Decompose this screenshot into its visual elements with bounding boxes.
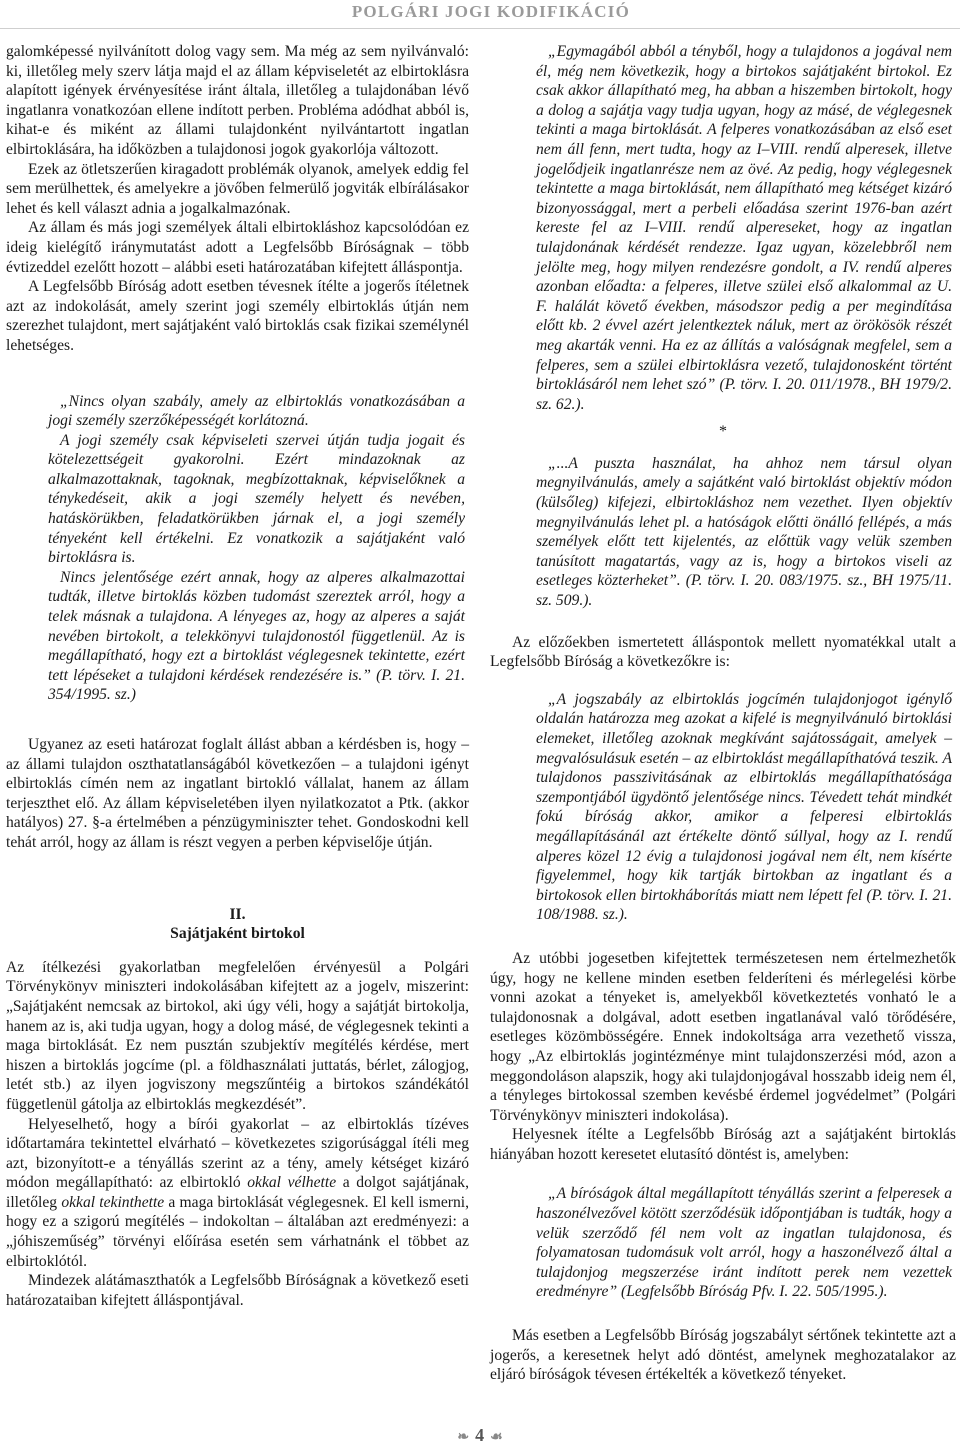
court-quote <box>536 42 952 414</box>
quote-paragraph: „Egymagából abból a tényből, hogy a tulajdonos a jogával nem él, még nem következik, hogy a birtokos sajátjaként birtokol. Ez csak akkor állapítható meg, ha abban a hiszemben birtokolt, hogy a dolog a sajátja vagy tudja ugyan, hogy az másé, de véglegesnek tekinti a maga birtoklását. A felperes vonatkozásában az első eset nem áll fenn, mert tudta, hogy az I–VIII. rendű alperesek, illetve jogelődjeik ingatlanrésze nem az övé. Az pedig, hogy véglegesnek tekintette a maga birtoklását, nem állapítható meg kétséget kizáró bizonyossággal, mert a perbeli előadása szerint 1976-ban azért kereste fel az I–VIII. rendű alpereseket, hogy az ingatlan tulajdonának kérdését rendezze. Igaz ugyan, közelebbről nem jelölte meg, hogy milyen rendezésre gondolt, a IV. rendű alperes azonban előadta: a felperes, illetve szülei első alkalommal az U. F. halálát követő években, másodszor pedig a per megindítása előtt kb. 2 évvel azért jelentkeztek náluk, mert az örökösök részét meg akarták venni. Ha ez az állítás a valóságnak megfelel, sem a felperes, sem a szülei elbirtoklásra vezető, tulajdonosként történt birtoklásáról nem lehet szó” (P. törv. I. 20. 011/1978., BH 1979/2. sz. 62.). <box>536 43 952 413</box>
separator-asterisk: * <box>719 423 727 441</box>
quote-paragraph: Nincs jelentősége ezért annak, hogy az alperes alkalmazottai tudták, illetve birtoklás közben tudomást szereztek arról, hogy a telek másnak a tulajdona. A lényeges az, hogy az alperes a saját nevében birtokolt, a telekkönyvi tulajdonostól függetlenül. Az is megállapítható, hogy ezt a birtoklást véglegesnek tekintette, ezért tett lépéseket a tulajdoni kérdések rendezésére is.” (P. törv. I. 21. 354/1995. sz.) <box>48 568 465 704</box>
quote-paragraph: „Nincs olyan szabály, amely az elbirtoklás vonatkozásában a jogi személy szerzőképességét korlátozná. <box>48 392 465 430</box>
right-column <box>490 42 956 1385</box>
running-header: POLGÁRI JOGI KODIFIKÁCIÓ <box>351 2 630 21</box>
section-number: II. <box>229 905 246 923</box>
text-run: a maga birtoklását véglegesnek. El kell ismerni, hogy ez a szigorú megítélés – indokoltan – általában azt eredményezi: a „jóhiszeműség” törvényi előírása esetén sem várhatnánk el többet az elbirtoklótól. <box>6 1193 470 1270</box>
page-footer <box>0 1425 960 1446</box>
paragraph: Az utóbbi jogesetben kifejtettek természetesen nem értelmezhetők úgy, hogy ne kellene minden esetben felderíteni és mérlegelési körbe vonni azokat a tényeket is, amelyekből következtetés vonható le a tulajdonosnak a dolgával, adott esetben ingatlanával való törődésére, esetleges közömbösségére. Ennek indokoltsága arra vezethető vissza, hogy „Az elbirtoklás jogintézménye mint tulajdonszerzési mód, azon a meggondoláson alapszik, hogy aki tulajdonjogával hosszabb ideig nem él, a tényleges birtokossal szemben kevésbé érdemel jogvédelmet” (Polgári Törvénykönyv miniszteri indokolása). <box>490 949 956 1124</box>
quote-paragraph: „A bíróságok által megállapított tényállás szerint a felperesek a haszonélvezővel kötött szerződésük időpontjában is tudták, hogy a velük szerződő fél nem volt az ingatlan tulajdonosa, és folyamatosan tudomásuk volt arról, hogy a haszonélvező által a tulajdonjog megszerzése iránt indított perek nem vezettek eredményre” (Legfelsőbb Bíróság Pfv. I. 22. 505/1995.). <box>536 1185 952 1301</box>
header-rule <box>0 28 960 29</box>
court-quote <box>536 690 952 925</box>
paragraph <box>6 1115 469 1272</box>
ornament-left-icon: ❧ <box>457 1430 470 1445</box>
quote-paragraph: „A jogszabály az elbirtoklás jogcímén tulajdonjogot igénylő oldalán határozza meg azokat a kifelé is megnyilvánuló birtoklási elemeket, illetőleg azoknak megkívánt sajátosságait, amelyek – megvalósulásuk esetén – az elbirtoklást megállapíthatóvá teszik. A tulajdonos passzivitásának az elbirtoklás megállapíthatósága szempontjából ügydöntő jelentősége nincs. Tévedett tehát mindkét fokú bíróság akkor, amikor a felperesi elbirtoklás megállapításánál azt értékelte döntő súllyal, hogy az I. rendű alperes közel 12 évig a tulajdonosi jogával nem élt, nem kísérte figyelemmel, hogy kik tartják birtokban az ingatlant és a birtokosok ellen birtokháborítás miatt nem lépett fel (P. törv. I. 21. 108/1988. sz.). <box>536 690 952 924</box>
emphasis: okkal tekinthette <box>61 1193 165 1211</box>
court-quote <box>536 1184 952 1302</box>
paragraph: A Legfelsőbb Bíróság adott esetben tévesnek ítélte a jogerős ítéletnek azt az indokolását, amely szerint jogi személy elbirtoklás útján nem szerezhet tulajdont, mert sajátjaként való birtoklás csak fizikai személynél lehetséges. <box>6 278 469 354</box>
paragraph: Ugyanez az eseti határozat foglalt állást abban a kérdésben is, hogy – az állami tulajdon oszthatatlanságából következően – a tulajdoni igényt elbirtoklás címén nem az ingatlant birtokló vállalat, hanem az állam terjeszthet elő. Az állam képviseletében ilyen nyilatkozatot a Ptk. (akkor hatályos) 27. §-a értelmében a pénzügyminiszter tehet. Gondoskodni kell tehát arról, hogy az állam is részt vegyen a perben képviselője útján. <box>6 736 469 851</box>
paragraph: Helyesnek ítélte a Legfelsőbb Bíróság azt a sajátjaként birtoklás hiányában hozott keresetet elutasító döntést is, amelyben: <box>490 1126 956 1163</box>
section-title: Sajátjaként birtokol <box>170 925 305 943</box>
text-run: a dolgot sajátjának, illetőleg <box>6 1174 469 1211</box>
court-quote <box>48 392 465 706</box>
quote-paragraph: A jogi személy csak képviseleti szervei útján tudja jogait és kötelezettségeit gyakorolni. Ezért mindazoknak az alkalmazottaknak, tagoknak, megbízottaknak, képviselőknek a ténykedéseit, akik a jogi személy helyett és nevében, hatáskörükben, feladatkörükben járnak el, a jogi személy tényeként kell értékelni. Ez vonatkozik a sajátjaként való birtoklásra is. <box>48 431 465 567</box>
paragraph: Az ítélkezési gyakorlatban megfelelően érvényesül a Polgári Törvénykönyv miniszteri indokolásában kifejtett az a jogelv, miszerint: „Sajátjaként nemcsak az birtokol, aki úgy véli, hogy a sajátját birtokolja, hanem az is, aki tudja ugyan, hogy a dolog másé, de véglegesnek tekinti a maga birtoklását. Ez nem pusztán szubjektív megítélés kérdése, mert hiszen a birtoklás jogcíme (pl. a földhasználati juttatás, bérlet, zálogjog, letét stb.) az ilyen jogviszony megszűntéig a birtokos szándékától függetlenül gátolja az elbirtoklás megkezdését”. <box>6 958 469 1113</box>
paragraph: Az előzőekben ismertetett álláspontok mellett nyomatékkal utalt a Legfelsőbb Bíróság a következőkre is: <box>490 633 956 671</box>
paragraph: Ezek az ötletszerűen kiragadott problémák olyanok, amelyek eddig fel sem merülhettek, és amelyekre a jövőben felmerülő jogviták elbírálásakor lehet és kell választ adnia a jogalkalmazónak. <box>6 160 469 217</box>
left-column <box>6 42 469 1310</box>
ornament-right-icon: ☙ <box>490 1430 503 1445</box>
court-quote <box>536 454 952 611</box>
paragraph: Más esetben a Legfelsőbb Bíróság jogszabályt sértőnek tekintette azt a jogerős, a keresetnek helyt adó döntést, amelynek meghozatalakor az eljáró bíróságok tévesen értékelték a következő tényeket. <box>490 1327 956 1384</box>
page-number: 4 <box>475 1425 485 1445</box>
emphasis: okkal vélhette <box>247 1174 337 1192</box>
quote-paragraph: „...A puszta használat, ha ahhoz nem társul olyan megnyilvánulás, amely a sajátként való birtoklást objektív módon (külsőleg) kifejezi, elbirtokláshoz nem vezethet. Ilyen objektív megnyilvánulás lehet pl. a hatóságok előtti önálló fellépés, a más személyek előtt tett kijelentés, az előttük vagy velük szemben tanúsított magatartás, vagy az is, hogy a birtokos viseli az esetleges közterheket”. (P. törv. I. 20. 083/1975. sz., BH 1975/11. sz. 509.). <box>536 454 952 610</box>
text-run: Helyeselhető, hogy a bírói gyakorlat – az elbirtoklás tízéves időtartamára tekintettel elvárható – következetes szigorúsággal ítéli meg azt, bizonyított-e a tényállás szerint az a tény, amely kétséget kizáró módon megállapítható: az elbirtokló <box>6 1115 469 1192</box>
paragraph: Mindezek alátámaszthatók a Legfelsőbb Bíróságnak a következő eseti határozataiban kifejtett álláspontjával. <box>6 1272 469 1309</box>
paragraph: Az állam és más jogi személyek általi elbirtokláshoz kapcsolódóan ez ideig kielégítő iránymutatást adott a Legfelsőbb Bíróságnak – több évtizeddel ezelőtt hozott – alábbi eseti határozatában kifejtett álláspontja. <box>6 219 469 276</box>
paragraph: galomképessé nyilvánított dolog vagy sem. Ma még az sem nyilvánvaló: ki, illetőleg mely szerv látja majd el az állam képviseletét az elbirtoklásra alapított igények érvényesítése iránt általa, illetőleg a tulajdonában lévő ingatlanra vonatkozóan ellene indított perben. Probléma adódhat abból is, kihat-e és miként az állami tulajdonként nyilvántartott ingatlan elbirtoklására, ha időközben a tulajdonosi jogok gyakorlója változott. <box>6 43 469 158</box>
